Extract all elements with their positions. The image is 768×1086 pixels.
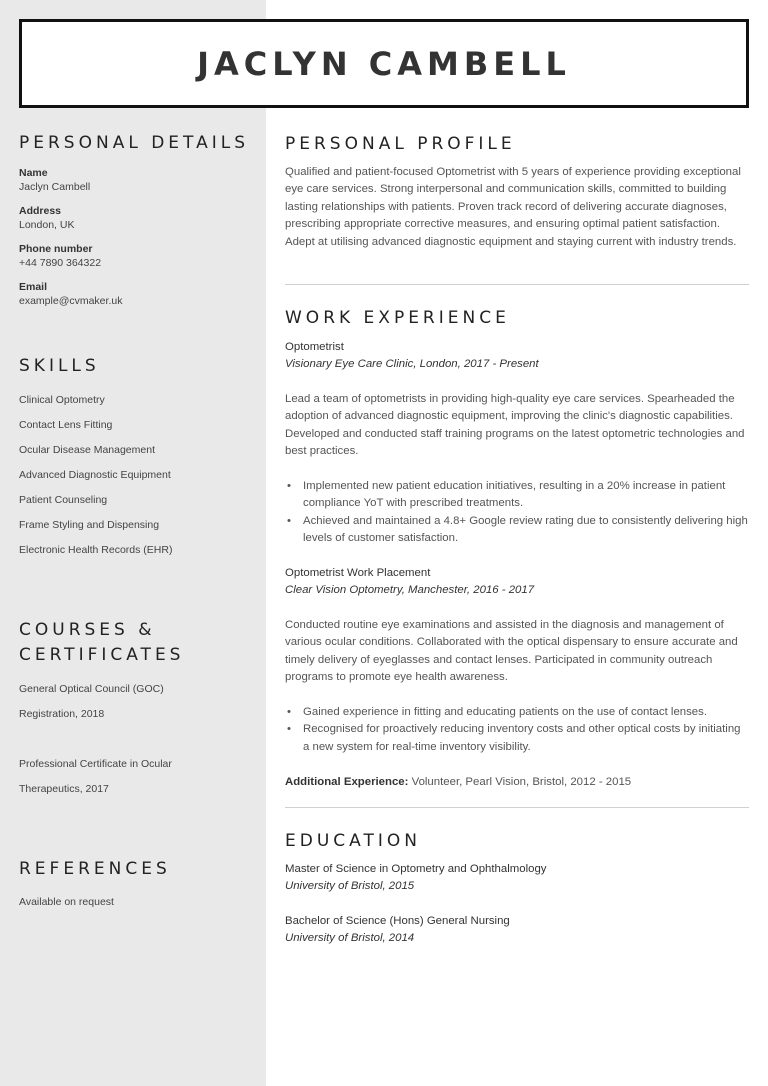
detail-label: Email <box>19 281 48 293</box>
references-title: REFERENCES <box>19 859 171 879</box>
skill-item: Electronic Health Records (EHR) <box>19 544 173 556</box>
skill-item: Advanced Diagnostic Equipment <box>19 469 171 481</box>
detail-value: +44 7890 364322 <box>19 257 102 269</box>
candidate-name: JACLYN CAMBELL <box>197 44 571 83</box>
job-bullets <box>285 704 749 756</box>
education-school: University of Bristol, 2014 <box>285 932 415 944</box>
personal-details-title: PERSONAL DETAILS <box>19 133 249 153</box>
skill-item: Frame Styling and Dispensing <box>19 519 160 531</box>
education-degree: Bachelor of Science (Hons) General Nursing <box>285 915 510 927</box>
job-title: Optometrist Work Placement <box>285 567 431 579</box>
education-school: University of Bristol, 2015 <box>285 880 415 892</box>
detail-label: Phone number <box>19 243 93 255</box>
divider <box>285 284 749 285</box>
detail-email <box>19 280 122 309</box>
job-employer: Clear Vision Optometry, Manchester, 2016 - 2017 <box>285 584 535 596</box>
additional-experience <box>285 774 631 791</box>
courses-title-line1: COURSES & <box>19 620 156 640</box>
name-header <box>19 19 749 108</box>
detail-label: Name <box>19 167 48 179</box>
detail-value: Jaclyn Cambell <box>19 181 91 193</box>
skill-item: Clinical Optometry <box>19 394 105 406</box>
detail-phone <box>19 242 101 271</box>
job-bullet: • Achieved and maintained a 4.8+ Google review rating due to consistently delivering high levels of customer satisfaction. <box>285 513 749 548</box>
course-line: Professional Certificate in Ocular <box>19 758 172 770</box>
education-title: EDUCATION <box>285 831 421 851</box>
job-title: Optometrist <box>285 341 344 353</box>
skill-item: Patient Counseling <box>19 494 108 506</box>
job-bullet: • Recognised for proactively reducing inventory costs and other optical costs by initiating a new system for real-time inventory visibility. <box>285 721 749 756</box>
courses-title-line2: CERTIFICATES <box>19 645 185 665</box>
additional-label: Additional Experience: <box>285 776 409 788</box>
profile-text: Qualified and patient-focused Optometrist with 5 years of experience providing exceptional eye care services. Strong interpersonal and communication skills, committed to building lasting relationships with patients. Proven track record of delivering accurate diagnoses, prescribing appropriate corrective measures, and ensuring optimal patient satisfaction. Adept at utilising advanced diagnostic equipment and staying current with industry trends. <box>285 166 741 248</box>
job-bullet: • Gained experience in fitting and educating patients on the use of contact lenses. <box>285 704 749 721</box>
detail-label: Address <box>19 205 62 217</box>
work-title: WORK EXPERIENCE <box>285 308 510 328</box>
job-description: Conducted routine eye examinations and assisted in the diagnosis and management of various ocular conditions. Collaborated with the optical dispensary to ensure accurate and timely delivery of eyeglasses and contact lenses. Participated in community outreach programs to promote eye health awareness. <box>285 619 738 684</box>
education-degree: Master of Science in Optometry and Ophthalmology <box>285 863 547 875</box>
detail-name <box>19 166 90 195</box>
references-text: Available on request <box>19 896 114 908</box>
course-line: Registration, 2018 <box>19 708 105 720</box>
skills-title: SKILLS <box>19 356 100 376</box>
course-line: Therapeutics, 2017 <box>19 783 109 795</box>
job-bullets <box>285 478 749 548</box>
divider <box>285 807 749 808</box>
additional-value: Volunteer, Pearl Vision, Bristol, 2012 - 2015 <box>408 776 632 788</box>
profile-title: PERSONAL PROFILE <box>285 134 516 154</box>
detail-value: example@cvmaker.uk <box>19 295 123 307</box>
detail-address <box>19 204 74 233</box>
course-line: General Optical Council (GOC) <box>19 683 164 695</box>
skill-item: Contact Lens Fitting <box>19 419 113 431</box>
job-employer: Visionary Eye Care Clinic, London, 2017 - Present <box>285 358 539 370</box>
detail-value: London, UK <box>19 219 75 231</box>
job-description: Lead a team of optometrists in providing high-quality eye care services. Spearheaded the adoption of advanced diagnostic equipment, improving the clinic's diagnostic capabilities. Developed and conducted staff training programs on the latest optometric technologies and best practices. <box>285 393 745 458</box>
job-bullet: • Implemented new patient education initiatives, resulting in a 20% increase in patient compliance YoT with prescribed treatments. <box>285 478 749 513</box>
skill-item: Ocular Disease Management <box>19 444 155 456</box>
